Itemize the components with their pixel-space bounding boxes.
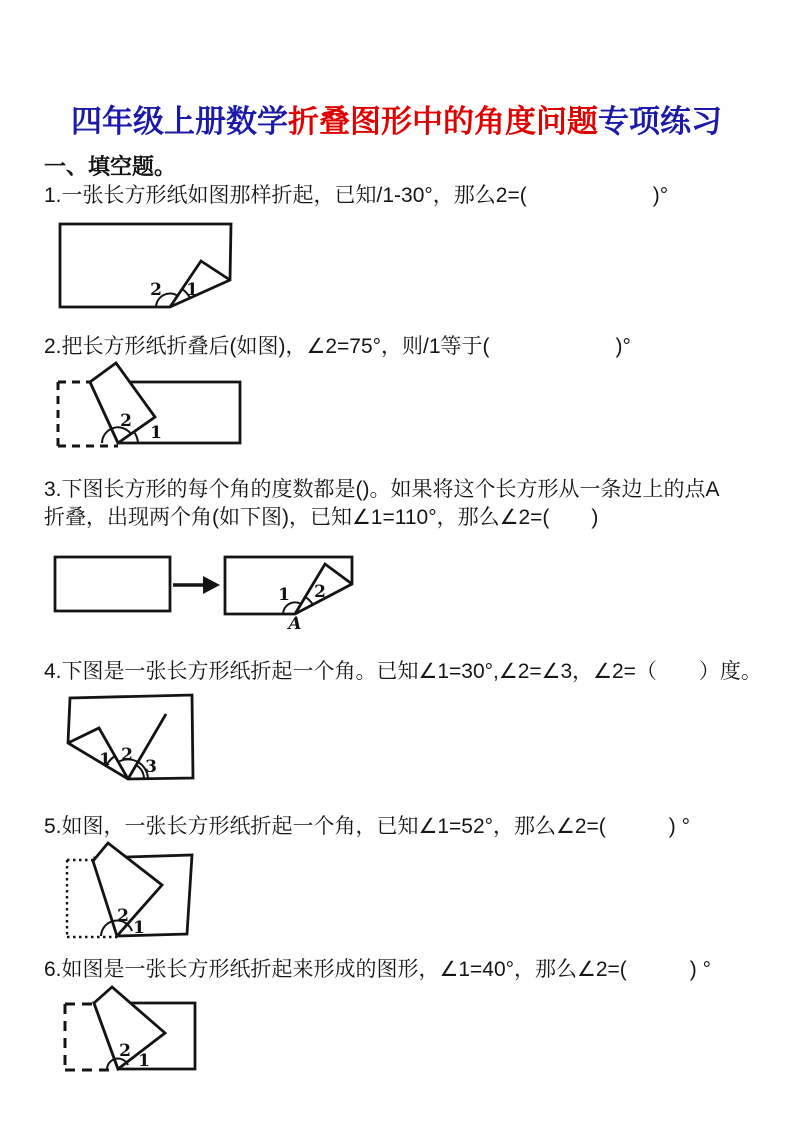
question-4-text: 4.下图是一张长方形纸折起一个角。已知∠1=30°,∠2=∠3，∠2=（ ）度。 (44, 660, 762, 683)
angle-2-label: 2 (121, 745, 133, 765)
angle-1-label: 1 (133, 918, 145, 938)
angle-1-label: 1 (150, 423, 162, 443)
figure-6-fold-diagram (55, 985, 255, 1080)
angle-2-label: 2 (117, 906, 129, 926)
angle-1-label: 1 (186, 280, 198, 300)
question-6-text: 6.如图是一张长方形纸折起来形成的图形，∠1=40°，那么∠2=( ) ° (44, 958, 712, 981)
question-2-text: 2.把长方形纸折叠后(如图)，∠2=75°，则/1等于( )° (44, 335, 631, 358)
title-part-blue-left: 四年级上册数学 (71, 104, 288, 139)
question-3-text (44, 476, 789, 532)
question-5-text: 5.如图，一张长方形纸折起一个角，已知∠1=52°，那么∠2=( ) ° (44, 815, 691, 838)
angle-1-label: 1 (278, 585, 290, 605)
arrow-head (203, 576, 220, 594)
section-heading: 一、填空题。 (44, 154, 177, 179)
angle-2-label: 2 (314, 582, 326, 602)
figure-3-fold-diagram (45, 544, 365, 632)
figure-1-fold-diagram (53, 216, 243, 316)
figure-2-fold-diagram (50, 360, 250, 455)
angle-3-label: 3 (145, 757, 157, 777)
title-part-blue-right: 专项练习 (598, 104, 722, 139)
angle-1-label: 1 (138, 1051, 150, 1071)
angle-2-label: 2 (150, 280, 162, 300)
angle-1-label: 1 (99, 750, 111, 770)
question-1-text: 1.一张长方形纸如图那样折起，已知/1-30°，那么2=( )° (44, 184, 669, 207)
question-3-line-2: 折叠，出现两个角(如下图)，已知∠1=110°，那么∠2=( ) (44, 506, 599, 529)
title-part-red: 折叠图形中的角度问题 (288, 104, 598, 139)
question-3-line-1: 3.下图长方形的每个角的度数都是()。如果将这个长方形从一条边上的点A (44, 478, 720, 501)
angle-2-label: 2 (119, 1041, 131, 1061)
angle-2-label: 2 (120, 411, 132, 431)
point-a-label: A (288, 614, 302, 632)
page-title (0, 96, 793, 141)
figure-5-fold-diagram (55, 840, 235, 945)
figure-4-fold-diagram (55, 690, 295, 790)
